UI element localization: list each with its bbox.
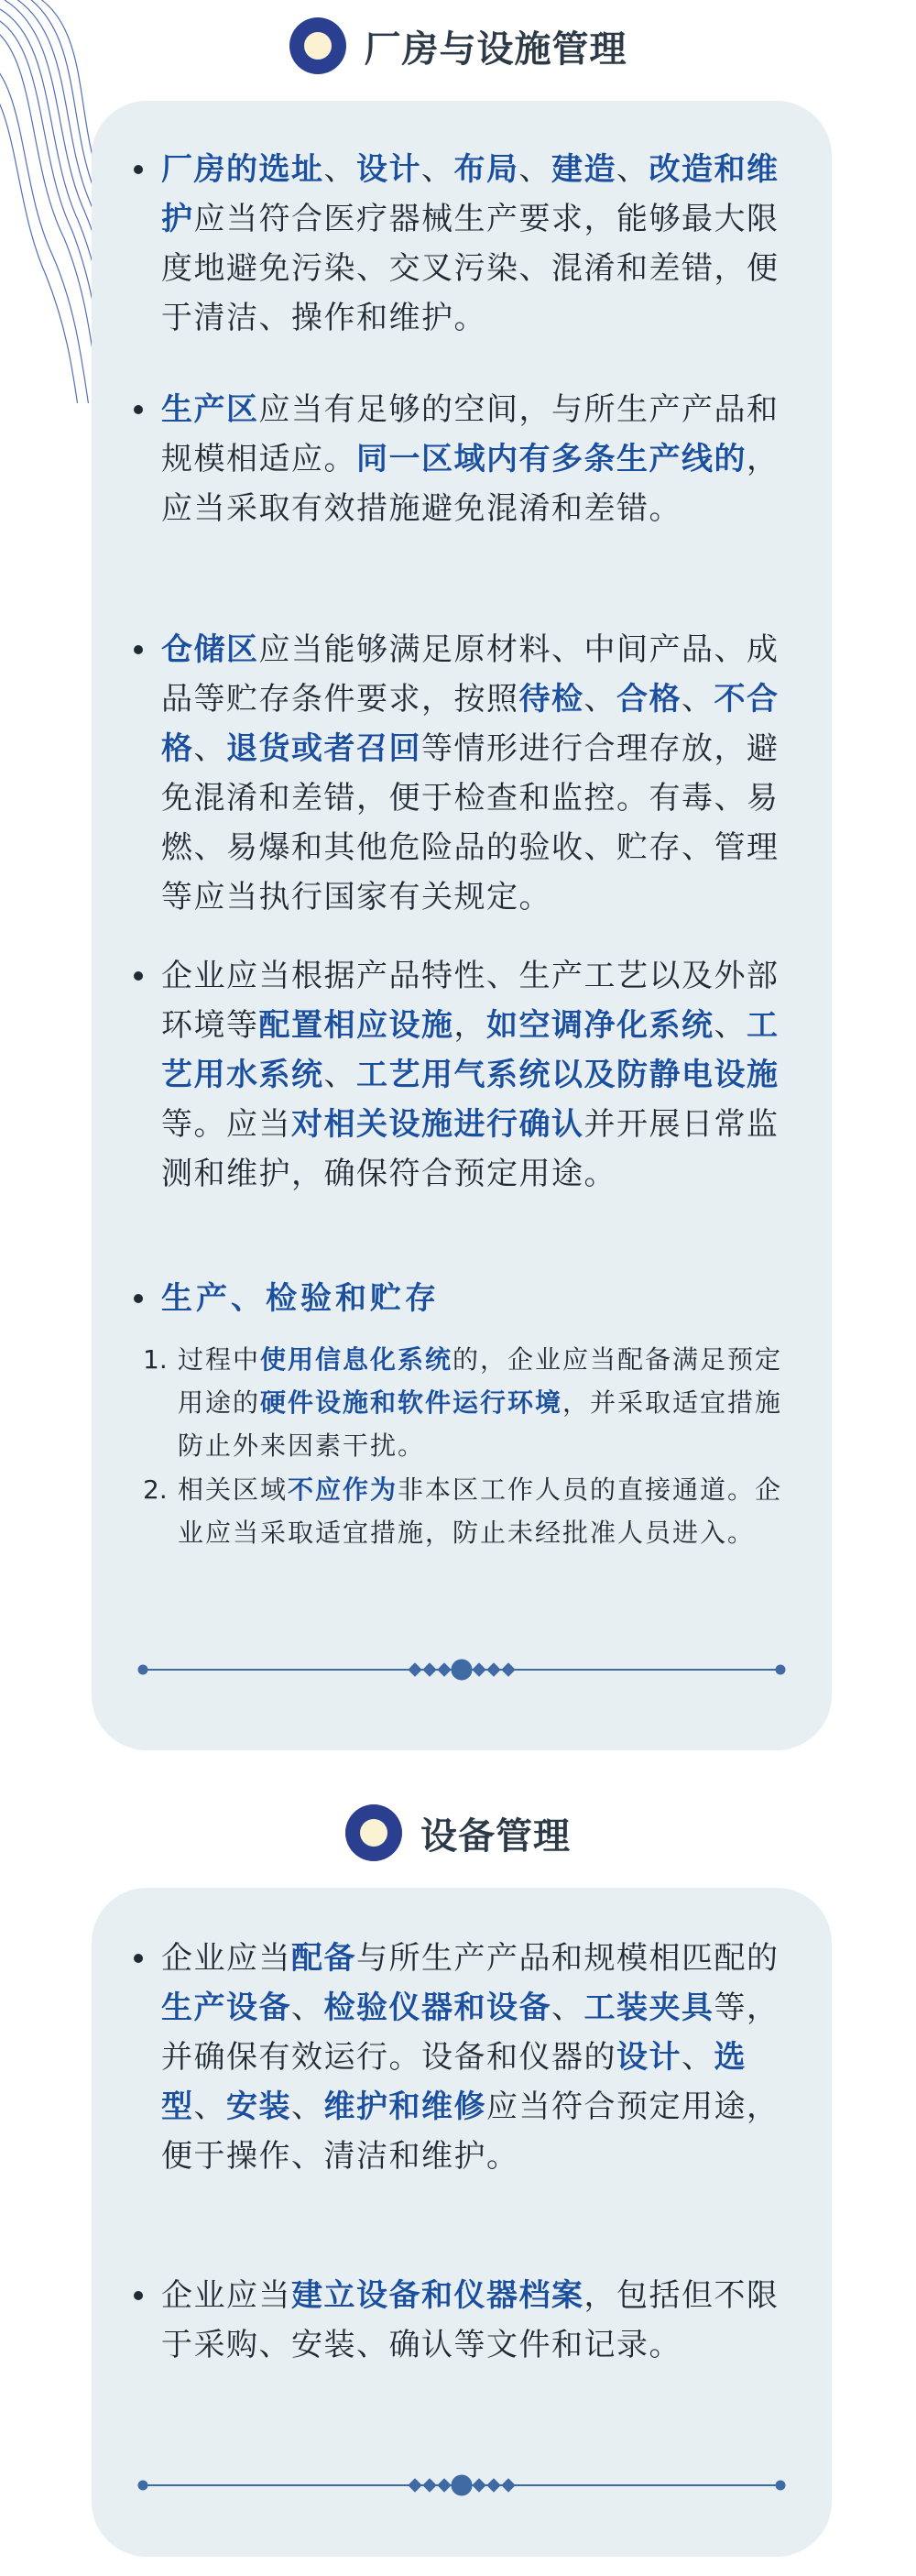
highlight-text: 建立设备和仪器档案 xyxy=(291,2277,584,2314)
highlight-text: 不合格 xyxy=(161,681,780,767)
highlight-text: 检验仪器和设备 xyxy=(323,1990,551,2026)
text-run: ， xyxy=(453,1007,486,1044)
diamond-chain-icon xyxy=(137,1659,786,1681)
highlight-text: 布局 xyxy=(453,151,519,188)
text-run: ，包括但不限于采购、安装、确认等文件和记录。 xyxy=(161,2277,780,2363)
bullet-icon xyxy=(134,645,143,654)
highlight-text: 安装 xyxy=(226,2088,291,2125)
text-run: 、 xyxy=(518,151,551,188)
text-run: 应当能够满足原材料、中间产品、成品等贮存条件要求，按照 xyxy=(161,631,780,718)
text-run: 、 xyxy=(682,681,714,718)
text-run: 、 xyxy=(616,151,649,188)
highlight-text: 配置相应设施 xyxy=(258,1007,454,1044)
item-number: 1. xyxy=(143,1344,168,1375)
numbered-text xyxy=(178,1338,795,1467)
subsection xyxy=(134,1274,795,1548)
subsection-title: 生产、检验和贮存 xyxy=(161,1280,440,1317)
text-run: 、 xyxy=(291,1990,324,2026)
highlight-text: 改造和维护 xyxy=(161,151,780,237)
bullet-icon xyxy=(134,1954,143,1963)
item-number: 2. xyxy=(143,1474,168,1505)
text-run: 应当有足够的空间，与所生产产品和规模相适应。 xyxy=(161,391,780,477)
highlight-text: 厂房的选址 xyxy=(161,151,324,188)
highlight-text: 仓储区 xyxy=(161,631,259,668)
text-run: 、 xyxy=(323,151,356,188)
highlight-text: 选型 xyxy=(161,2039,747,2125)
text-run: ，并采取适宜措施防止外来因素干扰。 xyxy=(178,1387,783,1461)
text-run: 、 xyxy=(551,1990,584,2026)
text-run: 、 xyxy=(323,1057,356,1093)
highlight-text: 使用信息化系统 xyxy=(260,1344,453,1375)
bullet-icon xyxy=(134,165,143,174)
paragraph xyxy=(161,385,795,533)
list-item xyxy=(134,385,795,533)
text-run: 过程中 xyxy=(178,1344,261,1375)
highlight-text: 合格 xyxy=(616,681,682,718)
text-run: 非本区工作人员的直接通道。企业应当采取适宜措施，防止未经批准人员进入。 xyxy=(178,1474,783,1548)
ring-icon xyxy=(289,17,346,74)
text-run: 企业应当 xyxy=(161,1940,291,1977)
highlight-text: 生产区 xyxy=(161,391,259,428)
text-run: 、 xyxy=(714,1007,747,1044)
highlight-text: 设计 xyxy=(616,2039,682,2076)
text-run: 、 xyxy=(682,2039,714,2076)
text-run: 、 xyxy=(193,730,226,767)
facilities-card xyxy=(92,101,832,1750)
highlight-text: 工艺用水系统 xyxy=(161,1007,780,1093)
highlight-text: 对相关设施进行确认 xyxy=(291,1106,584,1143)
text-run: ，应当采取有效措施避免混淆和差错。 xyxy=(161,441,780,527)
highlight-text: 不应作为 xyxy=(288,1474,398,1505)
highlight-text: 退货或者召回 xyxy=(226,730,421,767)
highlight-text: 设计 xyxy=(356,151,421,188)
list-item xyxy=(134,951,795,1199)
list-item xyxy=(134,625,795,922)
paragraph xyxy=(161,145,795,343)
highlight-text: 如空调净化系统 xyxy=(486,1007,714,1044)
text-run: 企业应当 xyxy=(161,2277,291,2314)
highlight-text: 同一区域内有多条生产线的 xyxy=(356,441,747,477)
paragraph xyxy=(161,1934,795,2181)
text-run: 等。应当 xyxy=(161,1106,291,1143)
section-title-text: 厂房与设施管理 xyxy=(364,27,627,71)
highlight-text: 建造 xyxy=(551,151,616,188)
highlight-text: 待检 xyxy=(518,681,584,718)
list-item xyxy=(134,2271,795,2370)
highlight-text: 生产设备 xyxy=(161,1990,291,2026)
highlight-text: 维护和维修 xyxy=(323,2088,486,2125)
bullet-icon xyxy=(134,2291,143,2300)
bullet-icon xyxy=(134,405,143,414)
list-item xyxy=(134,145,795,343)
numbered-text xyxy=(178,1468,795,1554)
list-item xyxy=(134,1934,795,2181)
text-run: 并开展日常监测和维护，确保符合预定用途。 xyxy=(161,1106,780,1192)
equipment-card xyxy=(92,1888,832,2557)
highlight-text: 配备 xyxy=(291,1940,356,1977)
text-run: 、 xyxy=(421,151,454,188)
text-run: 应当符合医疗器械生产要求，能够最大限度地避免污染、交叉污染、混淆和差错，便于清洁、操作和维护。 xyxy=(161,201,780,336)
text-run: 、 xyxy=(193,2088,226,2125)
text-run: 等情形进行合理存放，避免混淆和差错，便于检查和监控。有毒、易燃、易爆和其他危险品的验收、贮存、管理等应当执行国家有关规定。 xyxy=(161,730,780,915)
highlight-text: 硬件设施和软件运行环境 xyxy=(260,1387,563,1418)
text-run: 应当符合预定用途，便于操作、清洁和维护。 xyxy=(161,2088,780,2175)
paragraph xyxy=(161,2271,795,2370)
ring-icon xyxy=(345,1804,402,1861)
numbered-item xyxy=(134,1468,795,1554)
text-run: 企业应当根据产品特性、生产工艺以及外部环境等 xyxy=(161,958,780,1044)
text-run: 等，并确保有效运行。设备和仪器的 xyxy=(161,1990,780,2076)
section-title-facilities xyxy=(0,16,916,75)
diamond-chain-icon xyxy=(137,2474,786,2496)
text-run: 、 xyxy=(291,2088,324,2125)
highlight-text: 工装夹具 xyxy=(583,1990,714,2026)
paragraph xyxy=(161,951,795,1199)
bullet-icon xyxy=(134,1294,143,1303)
text-run: 相关区域 xyxy=(178,1474,289,1505)
text-run: 与所生产产品和规模相匹配的 xyxy=(356,1940,780,1977)
numbered-item xyxy=(134,1338,795,1467)
bullet-icon xyxy=(134,971,143,981)
paragraph xyxy=(161,625,795,922)
section-title-equipment xyxy=(0,1803,916,1862)
text-run: 、 xyxy=(583,681,616,718)
highlight-text: 工艺用气系统以及防静电设施 xyxy=(356,1057,780,1093)
text-run: 的，企业应当配备满足预定用途的 xyxy=(178,1344,783,1418)
section-title-text: 设备管理 xyxy=(420,1814,571,1858)
